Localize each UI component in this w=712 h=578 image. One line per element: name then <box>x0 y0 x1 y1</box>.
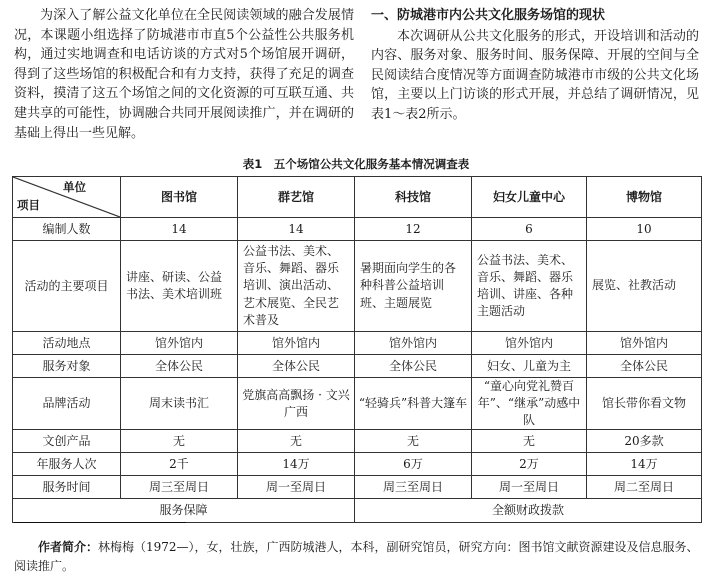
row-label: 活动的主要项目 <box>13 241 121 332</box>
table-cell: 馆外馆内 <box>121 332 238 355</box>
row-label: 年服务人次 <box>13 453 121 476</box>
table-cell: 周三至周日 <box>355 476 472 499</box>
table-header-row <box>13 177 702 218</box>
table-cell: 无 <box>472 430 587 453</box>
row-label: 文创产品 <box>13 430 121 453</box>
table-cell: 2万 <box>472 453 587 476</box>
table-row <box>13 476 702 499</box>
table-row <box>13 499 702 523</box>
table-cell: 2千 <box>121 453 238 476</box>
table-cell: 周一至周日 <box>472 476 587 499</box>
table-cell: 公益书法、美术、音乐、舞蹈、器乐培训、演出活动、艺术展览、全民艺术普及 <box>238 241 355 332</box>
table-row <box>13 355 702 378</box>
table-cell: 无 <box>355 430 472 453</box>
table-cell: 全体公民 <box>587 355 702 378</box>
header-venue-museum: 博物馆 <box>587 177 702 218</box>
table-cell: 馆外馆内 <box>238 332 355 355</box>
table-cell: 6 <box>472 218 587 241</box>
section-block <box>371 6 699 125</box>
table-cell: “童心向党礼赞百年”、“继承”动感中队 <box>472 378 587 430</box>
table-corner-cell <box>13 177 121 218</box>
table-cell: 周一至周日 <box>238 476 355 499</box>
table-cell: 馆外馆内 <box>355 332 472 355</box>
row-label: 服务时间 <box>13 476 121 499</box>
table-cell: 14 <box>238 218 355 241</box>
table-cell: 14万 <box>238 453 355 476</box>
table-row <box>13 332 702 355</box>
row-label: 品牌活动 <box>13 378 121 430</box>
table-cell: 周末读书汇 <box>121 378 238 430</box>
table-row <box>13 453 702 476</box>
table-cell: 20多款 <box>587 430 702 453</box>
table-cell: 馆外馆内 <box>472 332 587 355</box>
table-row <box>13 241 702 332</box>
table-cell: 6万 <box>355 453 472 476</box>
survey-table <box>12 176 702 523</box>
table-row <box>13 378 702 430</box>
table-cell: 14 <box>121 218 238 241</box>
table-cell: 全额财政拨款 <box>355 499 702 523</box>
header-venue-art-center: 群艺馆 <box>238 177 355 218</box>
table-cell: 全体公民 <box>355 355 472 378</box>
footnote-divider <box>14 522 186 523</box>
table-cell: 无 <box>121 430 238 453</box>
table-cell: 馆外馆内 <box>587 332 702 355</box>
table-row <box>13 430 702 453</box>
table-cell: 12 <box>355 218 472 241</box>
table-cell: 周二至周日 <box>587 476 702 499</box>
header-venue-science-museum: 科技馆 <box>355 177 472 218</box>
section-heading: 一、防城港市内公共文化服务场馆的现状 <box>371 8 606 23</box>
row-label: 服务保障 <box>13 499 355 523</box>
table-cell: 展览、社教活动 <box>587 241 702 332</box>
footnote-text: 林梅梅（1972—），女，壮族，广西防城港人，本科，副研究馆员，研究方向：图书馆文献资源建设及信息服务、阅读推广。 <box>14 540 699 573</box>
table-cell: 全体公民 <box>238 355 355 378</box>
table-cell: 10 <box>587 218 702 241</box>
author-footnote <box>14 538 704 576</box>
row-label: 服务对象 <box>13 355 121 378</box>
intro-paragraph: 为深入了解公益文化单位在全民阅读领域的融合发展情况，本课题小组选择了防城港市市直5个公益性公共服务机构，通过实地调查和电话访谈的方式对5个场馆展开调研，得到了这些场馆的积极配合和有力支持，获得了充足的调查资料，摸清了这五个场馆之间的文化资源的可互联互通、共建共享的可能性，协调融合共同开展阅读推广，并在调研的基础上得出一些见解。 <box>14 8 354 141</box>
table-cell: 全体公民 <box>121 355 238 378</box>
table-cell: 14万 <box>587 453 702 476</box>
header-venue-women-children-center: 妇女儿童中心 <box>472 177 587 218</box>
row-label: 编制人数 <box>13 218 121 241</box>
table-cell: 暑期面向学生的各种科普公益培训班、主题展览 <box>355 241 472 332</box>
table-row <box>13 218 702 241</box>
table-cell: 讲座、研读、公益书法、美术培训班 <box>121 241 238 332</box>
corner-item-label: 项目 <box>17 198 40 212</box>
table-cell: 党旗高高飘扬 · 文兴广西 <box>238 378 355 430</box>
table-cell: “轻骑兵”科普大篷车 <box>355 378 472 430</box>
table-cell: 馆长带你看文物 <box>587 378 702 430</box>
table-cell: 无 <box>238 430 355 453</box>
footnote-label: 作者简介： <box>38 540 99 554</box>
header-venue-library: 图书馆 <box>121 177 238 218</box>
section-paragraph: 本次调研从公共文化服务的形式，开设培训和活动的内容、服务对象、服务时间、服务保障、开展的空间与全民阅读结合度情况等方面调查防城港市市级的公共文化场馆，主要以上门访谈的形式开展，并总结了调研情况，见表1～表2所示。 <box>371 28 699 122</box>
row-label: 活动地点 <box>13 332 121 355</box>
corner-unit-label: 单位 <box>63 180 86 194</box>
table-cell: 妇女、儿童为主 <box>472 355 587 378</box>
table-cell: 公益书法、美术、音乐、舞蹈、器乐培训、讲座、各种主题活动 <box>472 241 587 332</box>
table-cell: 周三至周日 <box>121 476 238 499</box>
table-caption: 表1 五个场馆公共文化服务基本情况调查表 <box>242 157 470 171</box>
